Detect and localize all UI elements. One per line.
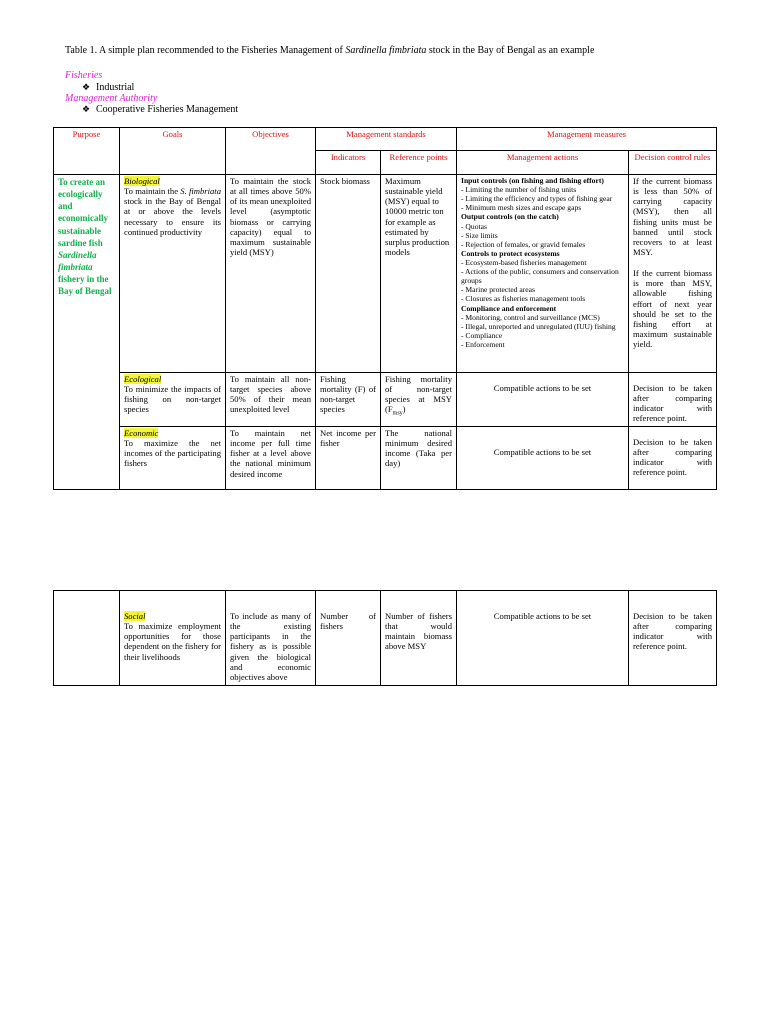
social-goal: To maximize employment opportunities for those dependent on the fishery for their livelihoods xyxy=(124,621,221,662)
list-item: - Rejection of females, or gravid females xyxy=(461,239,586,249)
output-controls-title: Output controls (on the catch) xyxy=(461,212,559,222)
rule-biological-2: If the current biomass is more than MSY, allowable fishing effort of next year should be set to the fishing effort at maximum sustainable yield. xyxy=(633,268,712,350)
authority-item-text: Cooperative Fisheries Management xyxy=(96,104,239,115)
table-row xyxy=(54,373,717,427)
header-objectives: Objectives xyxy=(226,128,316,175)
indicator-ecological: Fishing mortality (F) of non-target species xyxy=(316,373,381,427)
header-indicators: Indicators xyxy=(316,151,381,175)
list-item: - Limiting the efficiency and types of fishing gear xyxy=(461,194,613,204)
management-plan-table xyxy=(53,127,717,490)
indicator-economic: Net income per fisher xyxy=(316,427,381,490)
list-item: - Illegal, unreported and unregulated (IUU) fishing xyxy=(461,321,616,331)
table-row xyxy=(54,175,717,373)
ecological-tag: Ecological xyxy=(124,374,162,384)
purpose-species: Sardinella fimbriata xyxy=(58,249,97,272)
header-decision-rules: Decision control rules xyxy=(629,151,717,175)
list-item: - Limiting the number of fishing units xyxy=(461,185,577,195)
list-item: - Marine protected areas xyxy=(461,285,535,295)
reference-ecological-text: Fishing mortality of non-target species at MSY (F xyxy=(385,374,452,415)
list-item: - Minimum mesh sizes and escape gaps xyxy=(461,203,582,213)
table-row xyxy=(54,427,717,490)
objective-economic: To maintain net income per full time fisher at a level above the national minimum desired income xyxy=(226,427,316,490)
header-standards: Management standards xyxy=(316,128,457,151)
indicator-social: Number of fishers xyxy=(316,591,381,686)
header-goals: Goals xyxy=(120,128,226,175)
fisheries-item xyxy=(82,82,134,93)
authority-label: Management Authority xyxy=(65,93,158,104)
purpose-text-2: fishery in the Bay of Bengal xyxy=(58,274,112,297)
header-actions: Management actions xyxy=(457,151,629,175)
purpose-cell-empty xyxy=(54,591,120,686)
purpose-cell xyxy=(54,175,120,490)
header-measures: Management measures xyxy=(457,128,717,151)
management-plan-table-continued xyxy=(53,590,717,686)
goal-social xyxy=(120,591,226,686)
goal-economic xyxy=(120,427,226,490)
biological-tag: Biological xyxy=(124,176,160,186)
reference-social: Number of fishers that would maintain biomass above MSY xyxy=(381,591,457,686)
goal-ecological xyxy=(120,373,226,427)
biological-goal-b: stock in the Bay of Bengal at or above the levels necessary to ensure its continued productivity xyxy=(124,196,221,237)
list-item: - Monitoring, control and surveillance (MCS) xyxy=(461,312,600,322)
fisheries-label: Fisheries xyxy=(65,70,103,81)
list-item: - Enforcement xyxy=(461,339,505,349)
reference-ecological xyxy=(381,373,457,427)
caption-text-after: stock in the Bay of Bengal as an example xyxy=(426,45,595,56)
reference-ecological-end: ) xyxy=(402,404,406,415)
caption-text-before: A simple plan recommended to the Fisheries Management of xyxy=(97,45,346,56)
list-item: - Closures as fisheries management tools xyxy=(461,294,586,304)
goal-biological xyxy=(120,175,226,373)
ecological-goal: To minimize the impacts of fishing on non-target species xyxy=(124,384,221,415)
list-item: - Compliance xyxy=(461,330,503,340)
rule-biological-1: If the current biomass is less than 50% of carrying capacity (MSY), then all fishing units must be banned until stock recovers to at least MSY. xyxy=(633,176,712,257)
reference-ecological-sub: msy xyxy=(392,411,403,418)
caption-prefix: Table 1. xyxy=(65,45,98,56)
rule-biological xyxy=(629,175,717,373)
rule-ecological: Decision to be taken after comparing indicator with reference point. xyxy=(629,373,717,427)
ecosystem-controls-title: Controls to protect ecosystems xyxy=(461,248,560,258)
biological-goal-species: S. fimbriata xyxy=(180,186,221,197)
rule-social: Decision to be taken after comparing indicator with reference point. xyxy=(629,591,717,686)
list-item: - Actions of the public, consumers and conservation groups xyxy=(461,267,619,286)
actions-ecological: Compatible actions to be set xyxy=(457,373,629,427)
caption-species: Sardinella fimbriata xyxy=(345,45,427,56)
social-tag: Social xyxy=(124,611,146,621)
header-purpose: Purpose xyxy=(54,128,120,175)
rule-economic: Decision to be taken after comparing indicator with reference point. xyxy=(629,427,717,490)
reference-biological: Maximum sustainable yield (MSY) equal to 10000 metric ton for example as estimated by surplus production models xyxy=(381,175,457,373)
economic-tag: Economic xyxy=(124,428,159,438)
header-reference-points: Reference points xyxy=(381,151,457,175)
actions-biological xyxy=(457,175,629,373)
input-controls-title: Input controls (on fishing and fishing effort) xyxy=(461,176,604,185)
purpose-text-1: To create an ecologically and economically sustainable sardine fish xyxy=(58,177,108,248)
objective-ecological: To maintain all non-target species above 50% of their mean unexploited level xyxy=(226,373,316,427)
actions-economic: Compatible actions to be set xyxy=(457,427,629,490)
table-row xyxy=(54,591,717,686)
compliance-title: Compliance and enforcement xyxy=(461,303,557,313)
actions-social: Compatible actions to be set xyxy=(457,591,629,686)
economic-goal: To maximize the net incomes of the participating fishers xyxy=(124,438,221,469)
fisheries-item-text: Industrial xyxy=(96,82,135,93)
list-item: - Size limits xyxy=(461,230,498,240)
authority-item xyxy=(82,104,238,115)
biological-goal-a: To maintain the xyxy=(124,186,181,197)
reference-economic: The national minimum desired income (Taka per day) xyxy=(381,427,457,490)
indicator-biological: Stock biomass xyxy=(316,175,381,373)
bullet-icon: ❖ xyxy=(82,82,91,92)
objective-biological: To maintain the stock at all times above 50% of its mean unexploited level (asymptotic biomass or carrying capacity) equal to maximum sustainable yield (MSY) xyxy=(226,175,316,373)
bullet-icon: ❖ xyxy=(82,104,91,114)
objective-social: To include as many of the existing participants in the fishery as is possible given the biological and economic objectives above xyxy=(226,591,316,686)
table-caption xyxy=(65,45,594,56)
list-item: - Quotas xyxy=(461,221,487,231)
list-item: - Ecosystem-based fisheries management xyxy=(461,257,587,267)
